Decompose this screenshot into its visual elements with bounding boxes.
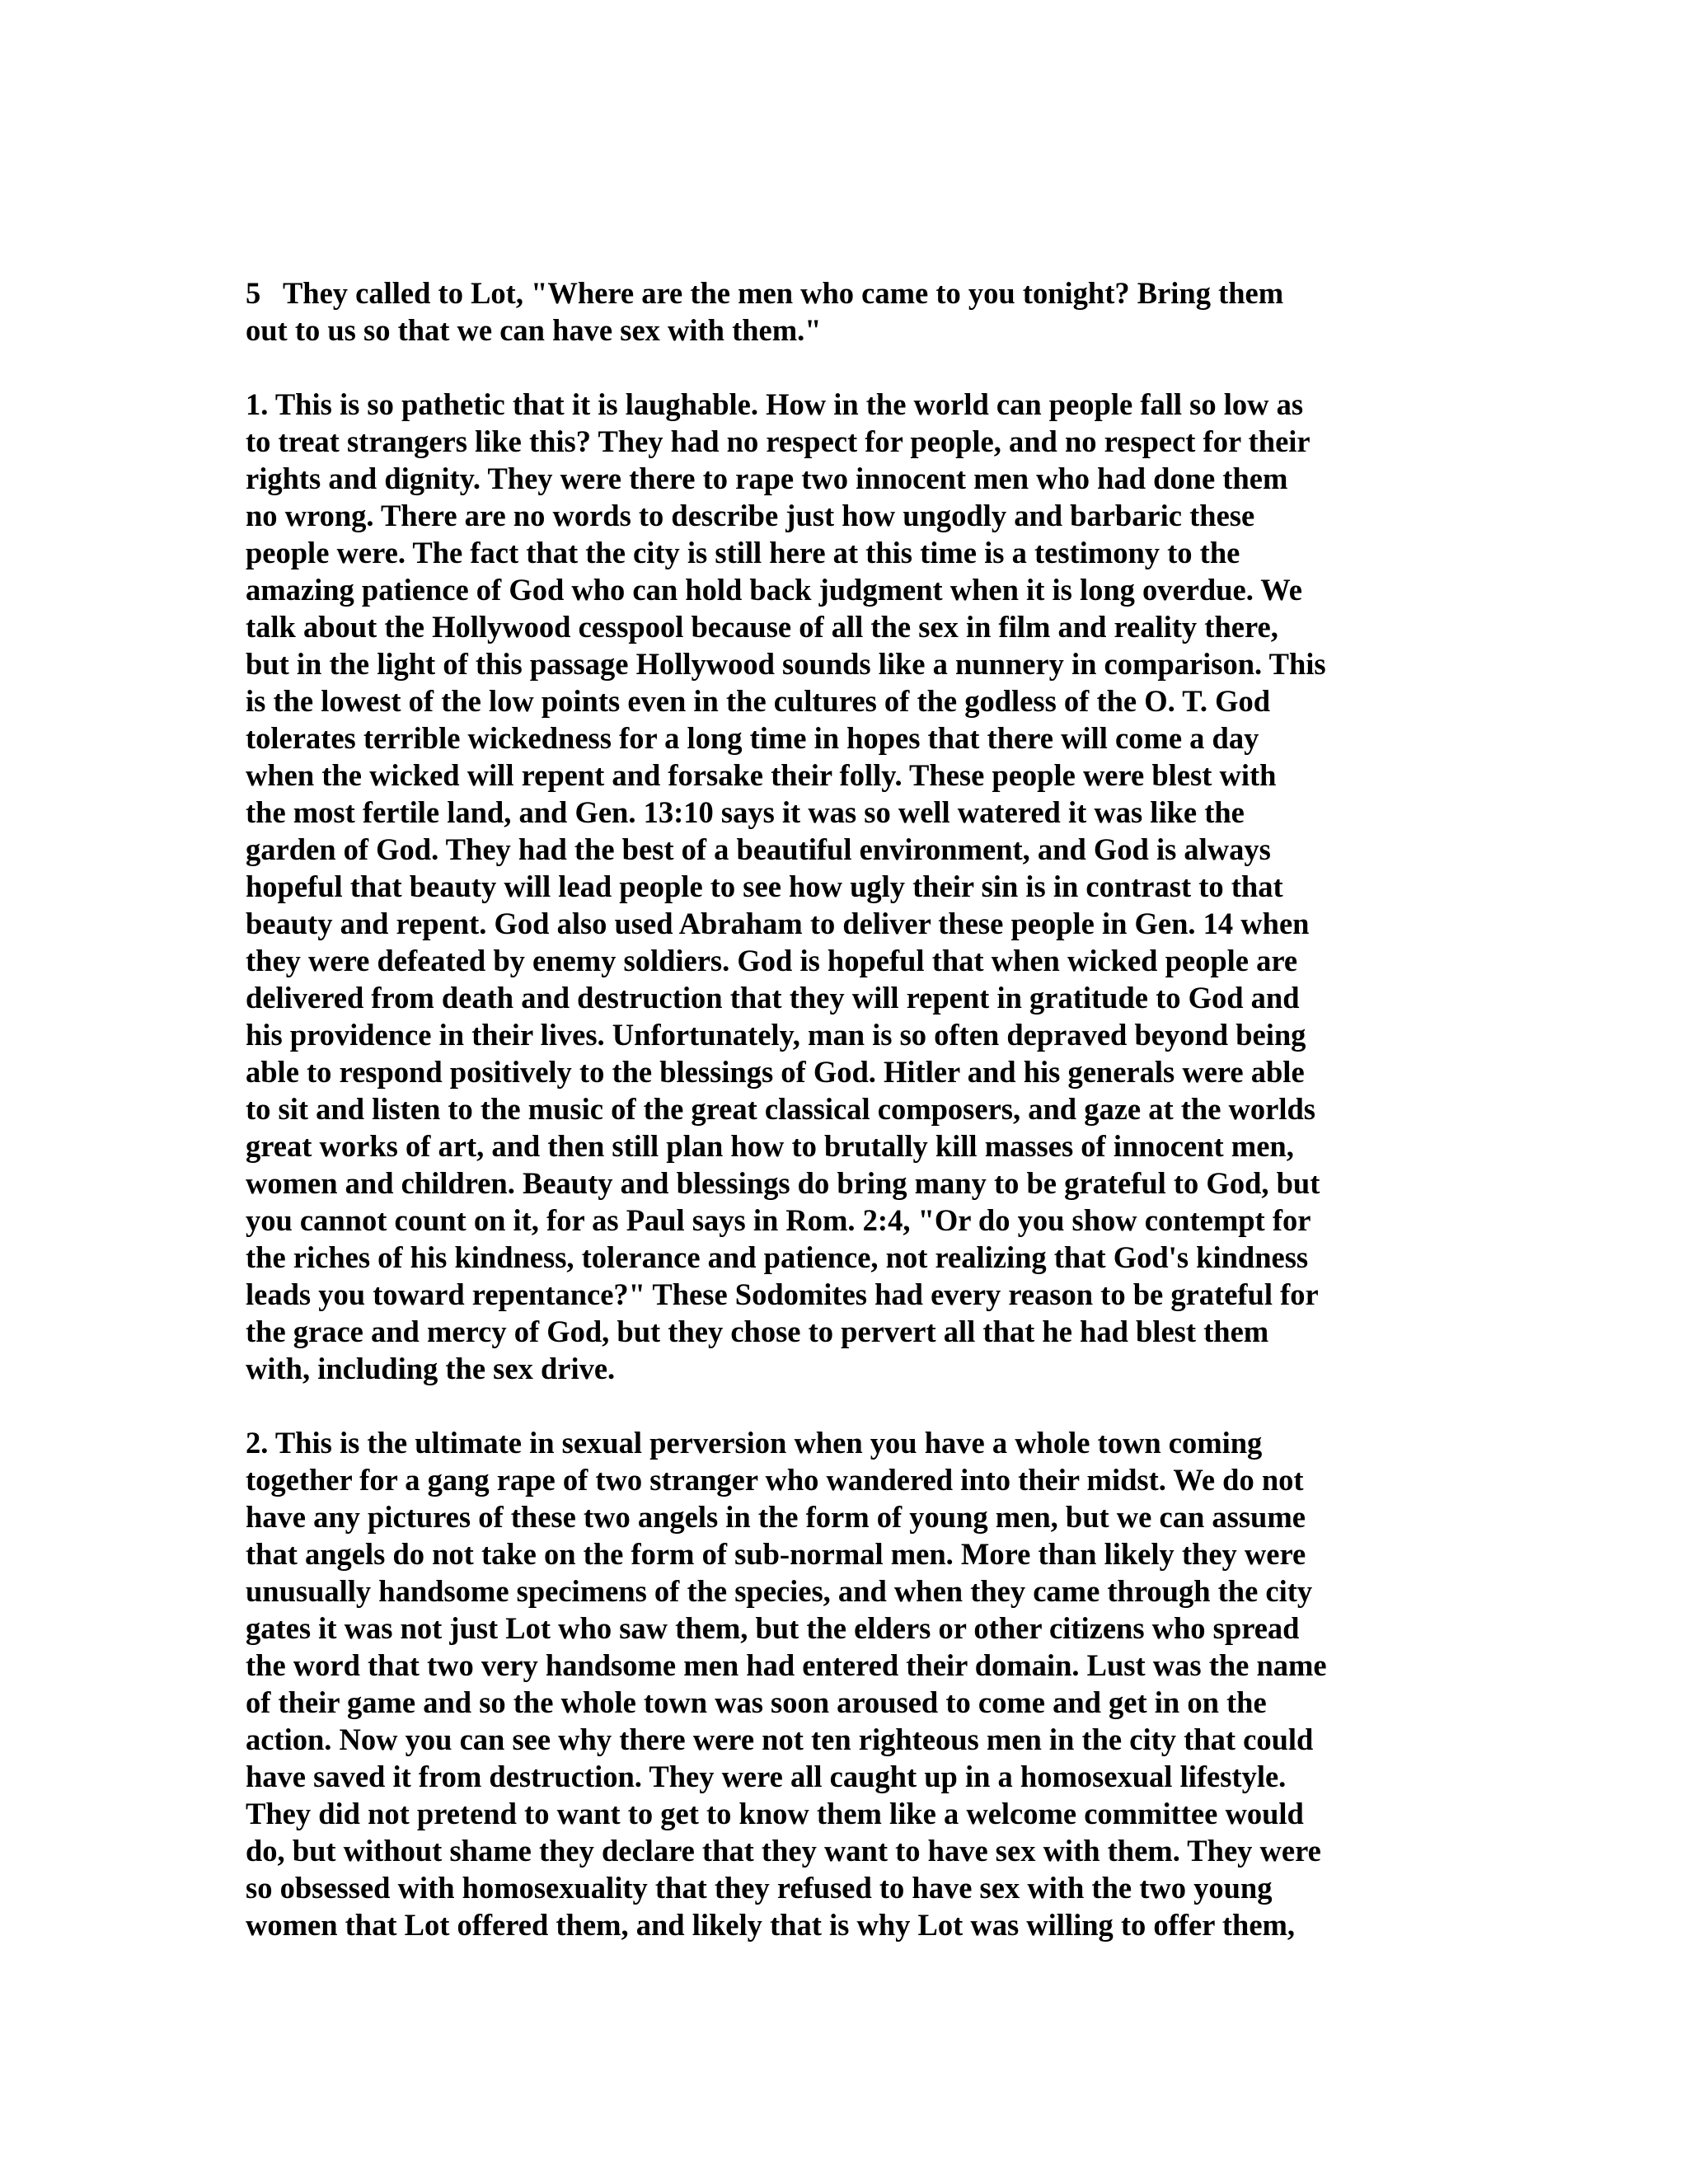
commentary-point-1: [246, 386, 1465, 1387]
text-line: rights and dignity. They were there to rape two innocent men who had done them: [246, 462, 1288, 495]
text-line: tolerates terrible wickedness for a long time in hopes that there will come a day: [246, 721, 1259, 755]
text-line: people were. The fact that the city is still here at this time is a testimony to the: [246, 536, 1240, 569]
text-line: the riches of his kindness, tolerance and patience, not realizing that God's kindness: [246, 1240, 1309, 1274]
text-line: women that Lot offered them, and likely that is why Lot was willing to offer them,: [246, 1908, 1296, 1942]
text-line: able to respond positively to the blessings of God. Hitler and his generals were able: [246, 1055, 1305, 1089]
text-line: when the wicked will repent and forsake their folly. These people were blest with: [246, 758, 1277, 792]
text-line: the grace and mercy of God, but they chose to pervert all that he had blest them: [246, 1315, 1269, 1348]
text-line: beauty and repent. God also used Abraham to deliver these people in Gen. 14 when: [246, 907, 1310, 940]
text-line: 2. This is the ultimate in sexual perversion when you have a whole town coming: [246, 1426, 1263, 1460]
document-body: [246, 274, 1465, 1943]
text-line: leads you toward repentance?" These Sodomites had every reason to be grateful for: [246, 1277, 1319, 1311]
text-line: the word that two very handsome men had entered their domain. Lust was the name: [246, 1648, 1327, 1682]
text-line: out to us so that we can have sex with them.": [246, 313, 822, 347]
paragraph-spacer: [246, 349, 1465, 386]
text-line: garden of God. They had the best of a beautiful environment, and God is always: [246, 832, 1271, 866]
text-line: with, including the sex drive.: [246, 1352, 616, 1385]
paragraph-spacer: [246, 1387, 1465, 1424]
text-line: to sit and listen to the music of the great classical composers, and gaze at the worlds: [246, 1092, 1315, 1126]
text-line: 1. This is so pathetic that it is laughable. How in the world can people fall so low as: [246, 387, 1304, 421]
text-line: is the lowest of the low points even in the cultures of the godless of the O. T. God: [246, 684, 1271, 718]
text-line: the most fertile land, and Gen. 13:10 says it was so well watered it was like the: [246, 795, 1245, 829]
text-line: They did not pretend to want to get to know them like a welcome committee would: [246, 1797, 1304, 1830]
text-line: they were defeated by enemy soldiers. God is hopeful that when wicked people are: [246, 944, 1298, 977]
text-line: but in the light of this passage Hollywood sounds like a nunnery in comparison. This: [246, 647, 1326, 681]
text-line: to treat strangers like this? They had no respect for people, and no respect for their: [246, 424, 1311, 458]
text-line: hopeful that beauty will lead people to see how ugly their sin is in contrast to that: [246, 869, 1283, 903]
text-line: talk about the Hollywood cesspool because of all the sex in film and reality there,: [246, 610, 1278, 644]
text-line: do, but without shame they declare that they want to have sex with them. They were: [246, 1834, 1321, 1868]
text-line: no wrong. There are no words to describe just how ungodly and barbaric these: [246, 499, 1255, 532]
verse-paragraph: [246, 274, 1465, 349]
text-line: so obsessed with homosexuality that they refused to have sex with the two young: [246, 1871, 1273, 1905]
text-line: great works of art, and then still plan how to brutally kill masses of innocent men,: [246, 1129, 1294, 1163]
text-line: have any pictures of these two angels in the form of young men, but we can assume: [246, 1500, 1306, 1534]
text-line: unusually handsome specimens of the species, and when they came through the city: [246, 1574, 1313, 1608]
text-line: his providence in their lives. Unfortunately, man is so often depraved beyond being: [246, 1018, 1306, 1052]
text-line: of their game and so the whole town was soon aroused to come and get in on the: [246, 1685, 1267, 1719]
text-line: you cannot count on it, for as Paul says in Rom. 2:4, "Or do you show contempt for: [246, 1203, 1311, 1237]
text-line: delivered from death and destruction that they will repent in gratitude to God and: [246, 981, 1300, 1015]
text-line: together for a gang rape of two stranger who wandered into their midst. We do not: [246, 1463, 1304, 1497]
commentary-point-2: [246, 1424, 1465, 1943]
text-line: amazing patience of God who can hold back judgment when it is long overdue. We: [246, 573, 1302, 607]
text-line: have saved it from destruction. They were all caught up in a homosexual lifestyle.: [246, 1760, 1287, 1793]
text-line: that angels do not take on the form of sub-normal men. More than likely they were: [246, 1537, 1306, 1571]
text-line: gates it was not just Lot who saw them, but the elders or other citizens who spread: [246, 1611, 1300, 1645]
text-line: action. Now you can see why there were not ten righteous men in the city that could: [246, 1722, 1314, 1756]
text-line: women and children. Beauty and blessings do bring many to be grateful to God, but: [246, 1166, 1320, 1200]
text-line: 5 They called to Lot, "Where are the men who came to you tonight? Bring them: [246, 276, 1284, 310]
